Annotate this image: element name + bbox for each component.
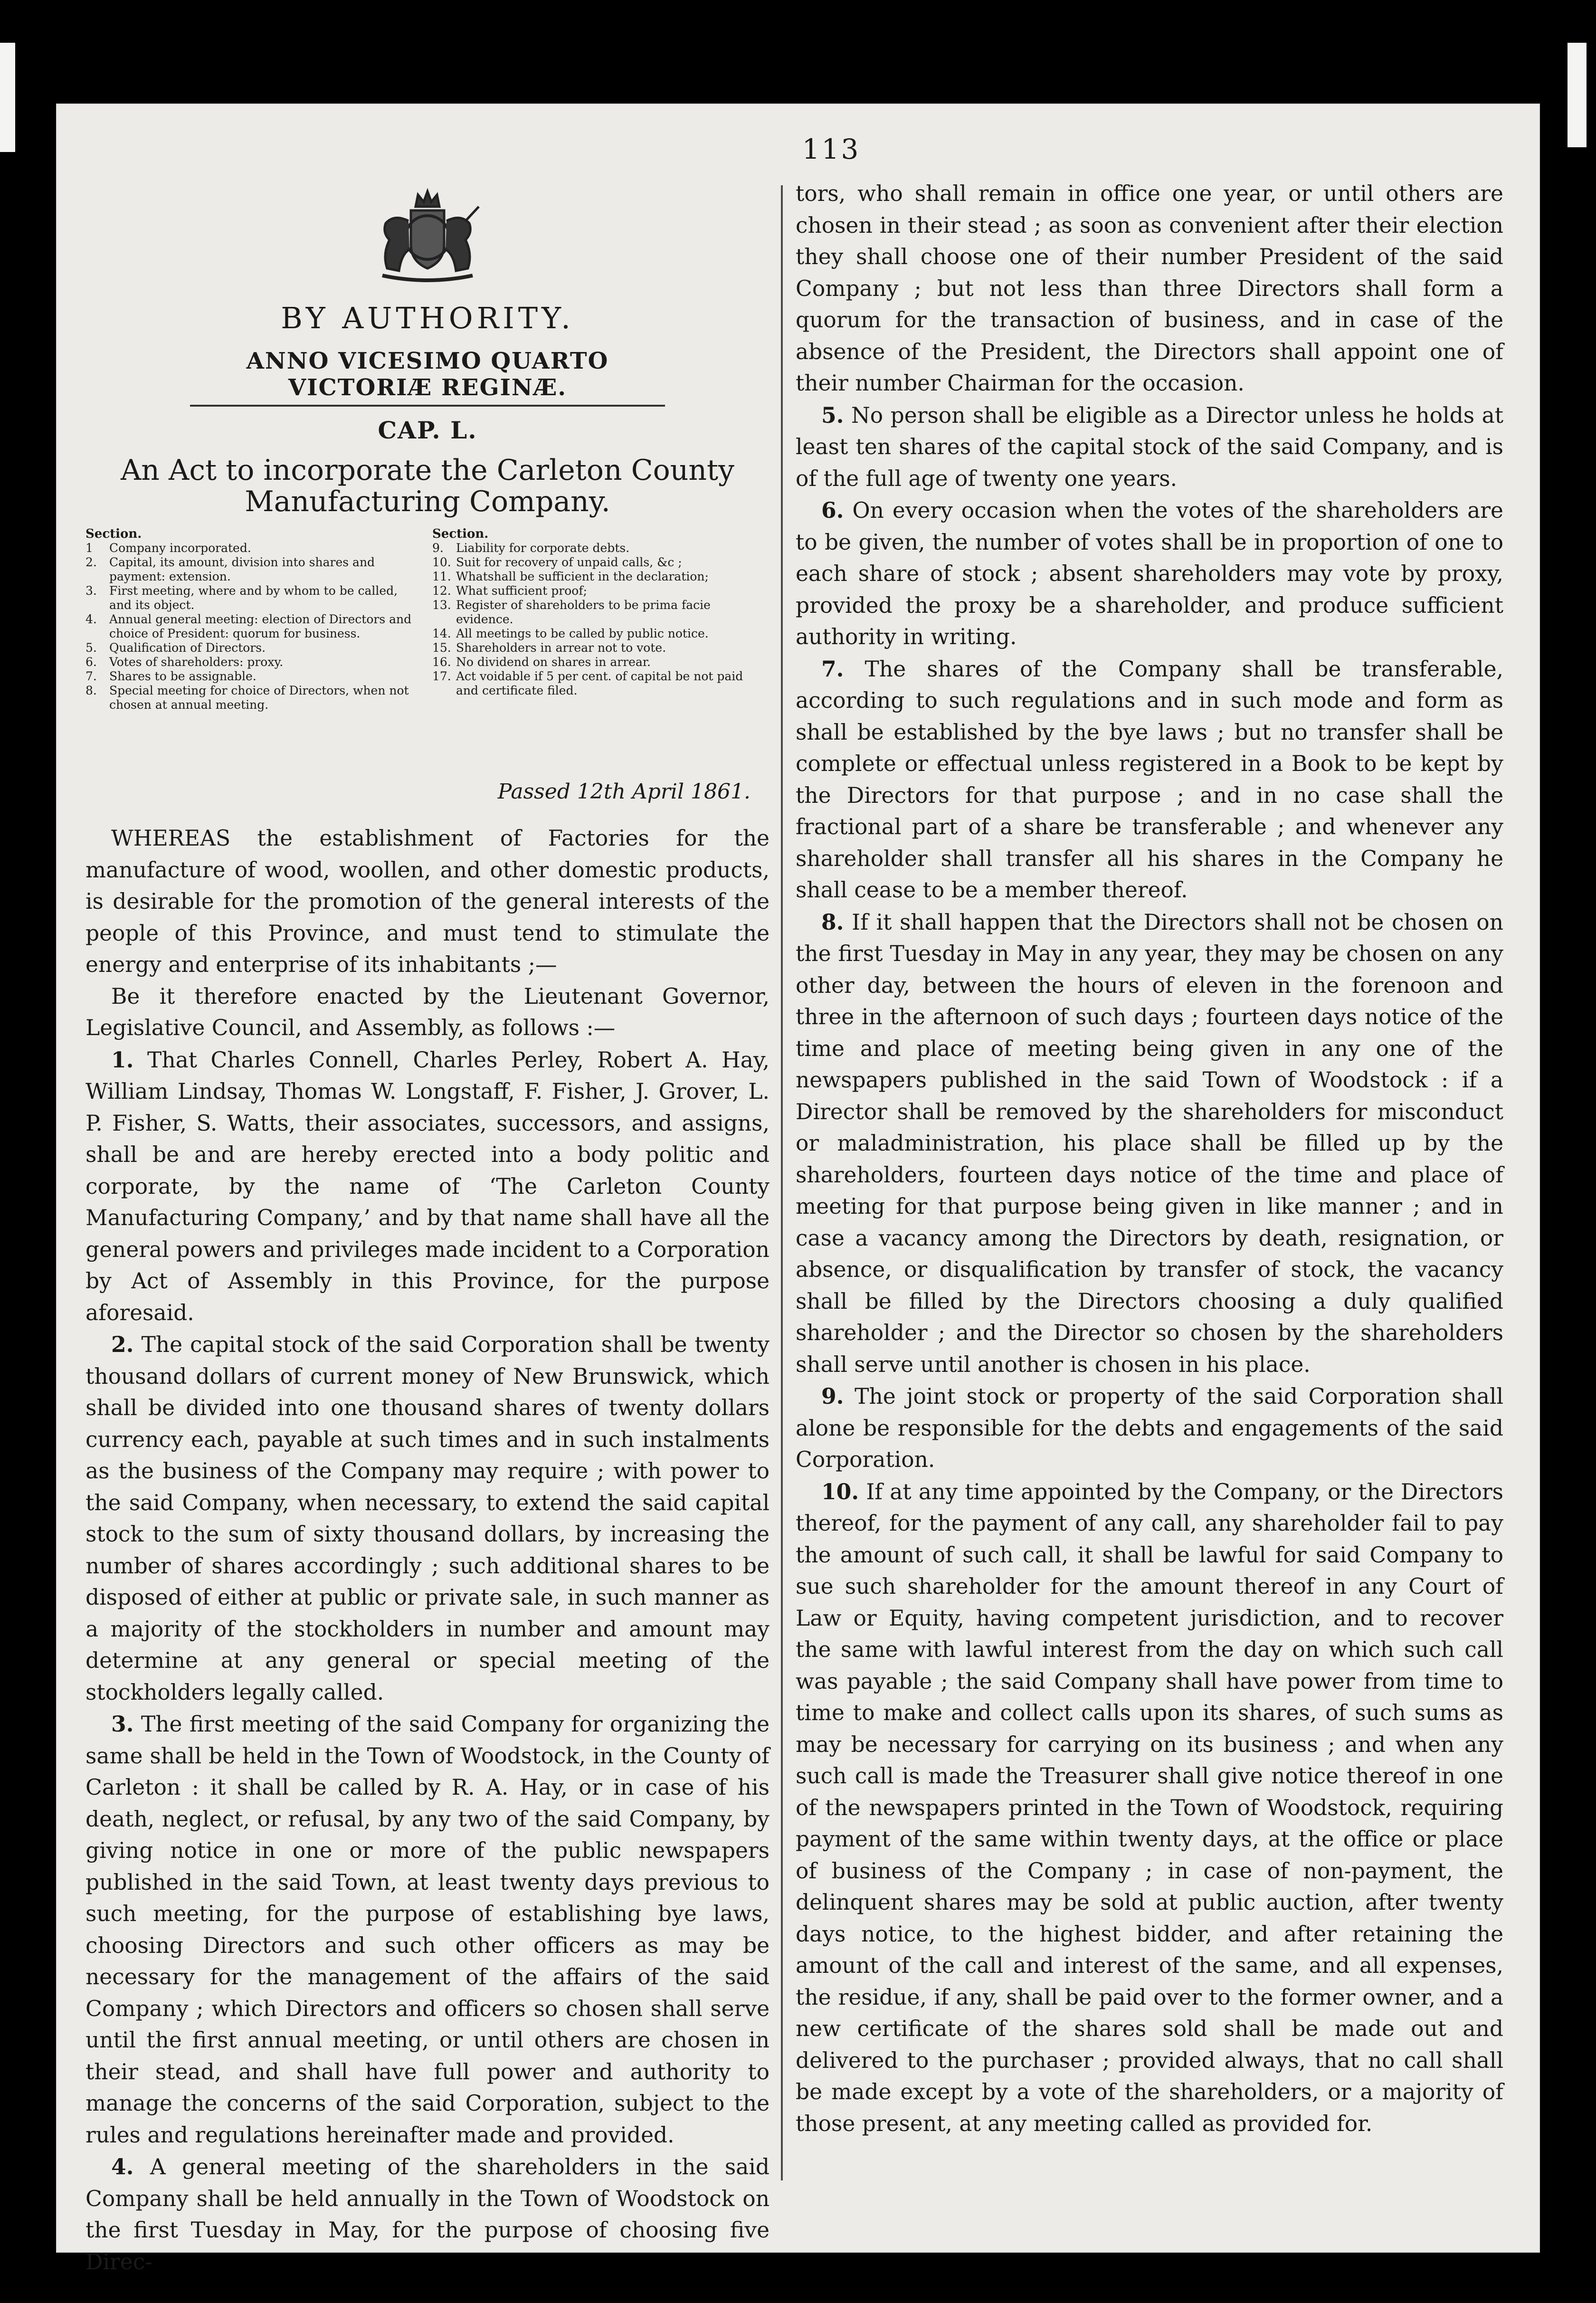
document-page — [57, 105, 1539, 2274]
section-index-item: 3. First meeting, where and by whom to be called, and its object. — [86, 584, 398, 612]
section-number: 4. — [111, 2154, 134, 2179]
section-text: If it shall happen that the Directors shall not be chosen on the first Tuesday in May in any year, they may be chosen on any other day, between the hours of eleven in the forenoon and three in the afternoon of such days ; fourteen days notice of the time and place of meeting being given in any one of the newspapers published in the said Town of Woodstock : if a Director shall be removed by the shareholders for misconduct or maladministration, his place shall be filled up by the shareholders, fourteen days notice of the time and place of meeting for that purpose being given in like manner ; and in case a vacancy among the Directors by death, resignation, or absence, or disqualification by transfer of stock, the vacancy shall be filled by the Directors choosing a duly qualified shareholder ; and the Director so chosen by the shareholders shall serve until another is chosen in his place. — [796, 909, 1504, 1377]
section-text: That Charles Connell, Charles Perley, Robert A. Hay, William Lindsay, Thomas W. Longstaff, F. Fisher, J. Grover, L. P. Fisher, S. Watts, their associates, successors, and assigns, shall be and are hereby erected into a body politic and corporate, by the name of ‘The Carleton County Manufacturing Company,’ and by that name shall have all the general powers and privileges made incident to a Corporation by Act of Assembly in this Province, for the purpose aforesaid. — [86, 1047, 770, 1325]
section-text: The first meeting of the said Company for organizing the same shall be held in the Town of Woodstock, in the County of Carleton : it shall be called by R. A. Hay, or in case of his death, neglect, or refusal, by any two of the said Company, by giving notice in one or more of the public newspapers published in the said Town, at least twenty days previous to such meeting, for the purpose of establishing bye laws, choosing Directors and such other officers as may be necessary for the management of the affairs of the said Company ; which Directors and officers so chosen shall serve until the first annual meeting, or until others are chosen in their stead, and shall have full power and authority to manage the concerns of the said Corporation, subject to the rules and regulations hereinafter made and provided. — [86, 1712, 770, 2148]
section-3 — [86, 1708, 770, 2151]
section-4 — [86, 2151, 770, 2278]
preamble-whereas: WHEREAS the establishment of Factories for the manufacture of wood, woollen, and other domestic products, is desirable for the promotion of the general interests of the people of this Province, and must tend to stimulate the energy and enterprise of its inhabitants ;— — [86, 826, 770, 977]
section-index-item: 7. Shares to be assignable. — [86, 669, 256, 683]
section-index-item: 2. Capital, its amount, division into shares and payment: extension. — [86, 555, 375, 583]
section-text: No person shall be eligible as a Director unless he holds at least ten shares of the capital stock of the said Company, and is of the full age of twenty one years. — [796, 402, 1503, 491]
section-5 — [796, 400, 1503, 495]
section-index-item: 14. All meetings to be called by public notice. — [432, 627, 709, 640]
section-index-left — [86, 527, 418, 712]
section-index-item: 15. Shareholders in arrear not to vote. — [432, 641, 666, 655]
section-number: 1. — [111, 1047, 134, 1073]
section-8 — [796, 906, 1503, 1381]
section-text: The shares of the Company shall be transferable, according to such regulations and in such mode and form as shall be established by the bye laws ; but no transfer shall be complete or effectual unless registered in a Book to be kept by the Directors for that purpose ; and in no case shall the fractional part of a share be transferable ; and whenever any shareholder shall transfer all his shares in the Company he shall cease to be a member thereof. — [796, 656, 1503, 903]
regnal-year-heading: ANNO VICESIMO QUARTO VICTORIÆ REGINÆ. — [190, 348, 665, 407]
column-divider — [781, 185, 783, 2180]
section-7 — [796, 653, 1503, 906]
section-number: 3. — [111, 1711, 134, 1737]
section-text: If at any time appointed by the Company, or the Directors thereof, for the payment of any call, any shareholder fail to pay the amount of such call, it shall be lawful for said Company to sue such shareholder for the amount thereof in any Court of Law or Equity, having competent jurisdiction, and to recover the same with lawful interest from the day on which such call was payable ; the said Company shall have power from time to time to make and collect calls upon its shares, of such sums as may be necessary for carrying on its business ; and when any such call is made the Treasurer shall give notice thereof in one of the newspapers printed in the Town of Woodstock, requiring payment of the same within twenty days, at the office or place of business of the Company ; in case of non-payment, the delinquent shares may be sold at public auction, after twenty days notice, to the highest bidder, and after retaining the amount of the call and interest of the same, and all expenses, the residue, if any, shall be paid over to the former owner, and a new certificate of the shares sold shall be made out and delivered to the purchaser ; provided always, that no call shall be made except by a vote of the shareholders, or a majority of those present, at any meeting called as provided for. — [796, 1479, 1504, 2136]
left-column — [86, 188, 770, 2274]
section-9 — [796, 1380, 1503, 1476]
section-number: 10. — [821, 1478, 859, 1504]
section-6 — [796, 495, 1503, 653]
section-index-item: 8. Special meeting for choice of Directors, when not chosen at annual meeting. — [86, 684, 409, 712]
section-10 — [796, 1476, 1503, 2140]
section-text: A general meeting of the shareholders in the said Company shall be held annually in the Town of Woodstock on the first Tuesday in May, for the purpose of choosing five Direc- — [86, 2154, 770, 2274]
scan-edge-right — [1568, 43, 1586, 147]
section-index-heading: Section. — [432, 527, 489, 541]
section-index-item: 13. Register of shareholders to be prima facie evidence. — [432, 598, 711, 626]
section-index — [86, 527, 770, 774]
section-index-item: 12. What sufficient proof; — [432, 584, 588, 598]
scan-edge-left — [0, 43, 15, 152]
page-number: 113 — [802, 133, 861, 165]
section-4-continued: tors, who shall remain in office one year, or until others are chosen in their stead ; as soon as convenient after their election they shall choose one of their number President of the said Company ; but not less than three Directors shall form a quorum for the transaction of business, and in case of the absence of the President, the Directors shall appoint one of their number Chairman for the occasion. — [796, 181, 1503, 396]
section-text: The capital stock of the said Corporation shall be twenty thousand dollars of current money of New Brunswick, which shall be divided into one thousand shares of twenty dollars currency each, payable at such times and in such instalments as the business of the Company may require ; with power to the said Company, when necessary, to extend the said capital stock to the sum of sixty thousand dollars, by increasing the number of shares accordingly ; such additional shares to be disposed of either at public or private sale, in such manner as a majority of the stockholders in number and amount may determine at any general or special meeting of the stockholders legally called. — [86, 1332, 770, 1705]
section-index-item: 1 Company incorporated. — [86, 541, 251, 555]
section-index-item: 9. Liability for corporate debts. — [432, 541, 630, 555]
section-index-item: 16. No dividend on shares in arrear. — [432, 655, 651, 669]
left-body-text — [86, 823, 770, 2278]
section-index-item: 6. Votes of shareholders: proxy. — [86, 655, 284, 669]
section-index-item: 4. Annual general meeting: election of Directors and choice of President: quorum for business. — [86, 612, 412, 640]
section-index-heading: Section. — [86, 527, 142, 541]
enacting-clause: Be it therefore enacted by the Lieutenant Governor, Legislative Council, and Assembly, as follows :— — [86, 983, 770, 1040]
section-index-item: 5. Qualification of Directors. — [86, 641, 266, 655]
passed-date: Passed 12th April 1861. — [497, 780, 750, 804]
section-number: 7. — [821, 656, 844, 682]
royal-coat-of-arms-icon — [356, 188, 499, 287]
section-text: The joint stock or property of the said Corporation shall alone be responsible for the debts and engagements of the said Corporation. — [796, 1384, 1503, 1472]
section-number: 5. — [821, 402, 844, 428]
section-index-item: 10. Suit for recovery of unpaid calls, &c ; — [432, 555, 682, 569]
section-2 — [86, 1329, 770, 1708]
section-number: 2. — [111, 1332, 134, 1357]
section-1 — [86, 1044, 770, 1329]
section-index-item: 11. Whatshall be sufficient in the declaration; — [432, 570, 709, 583]
by-authority-heading: BY AUTHORITY. — [281, 301, 574, 335]
right-body-text — [796, 178, 1503, 2140]
section-index-right — [432, 527, 765, 698]
section-text: On every occasion when the votes of the shareholders are to be given, the number of votes shall be in proportion of one to each share of stock ; absent shareholders may vote by proxy, provided the proxy be a shareholder, and produce sufficient authority in writing. — [796, 498, 1503, 649]
section-number: 9. — [821, 1383, 844, 1409]
section-number: 6. — [821, 497, 844, 523]
chapter-heading: CAP. L. — [378, 416, 477, 444]
act-title: An Act to incorporate the Carleton County Manufacturing Company. — [120, 454, 735, 518]
right-column — [796, 178, 1503, 2221]
section-index-item: 17. Act voidable if 5 per cent. of capital be not paid and certificate filed. — [432, 669, 743, 697]
section-number: 8. — [821, 909, 844, 935]
